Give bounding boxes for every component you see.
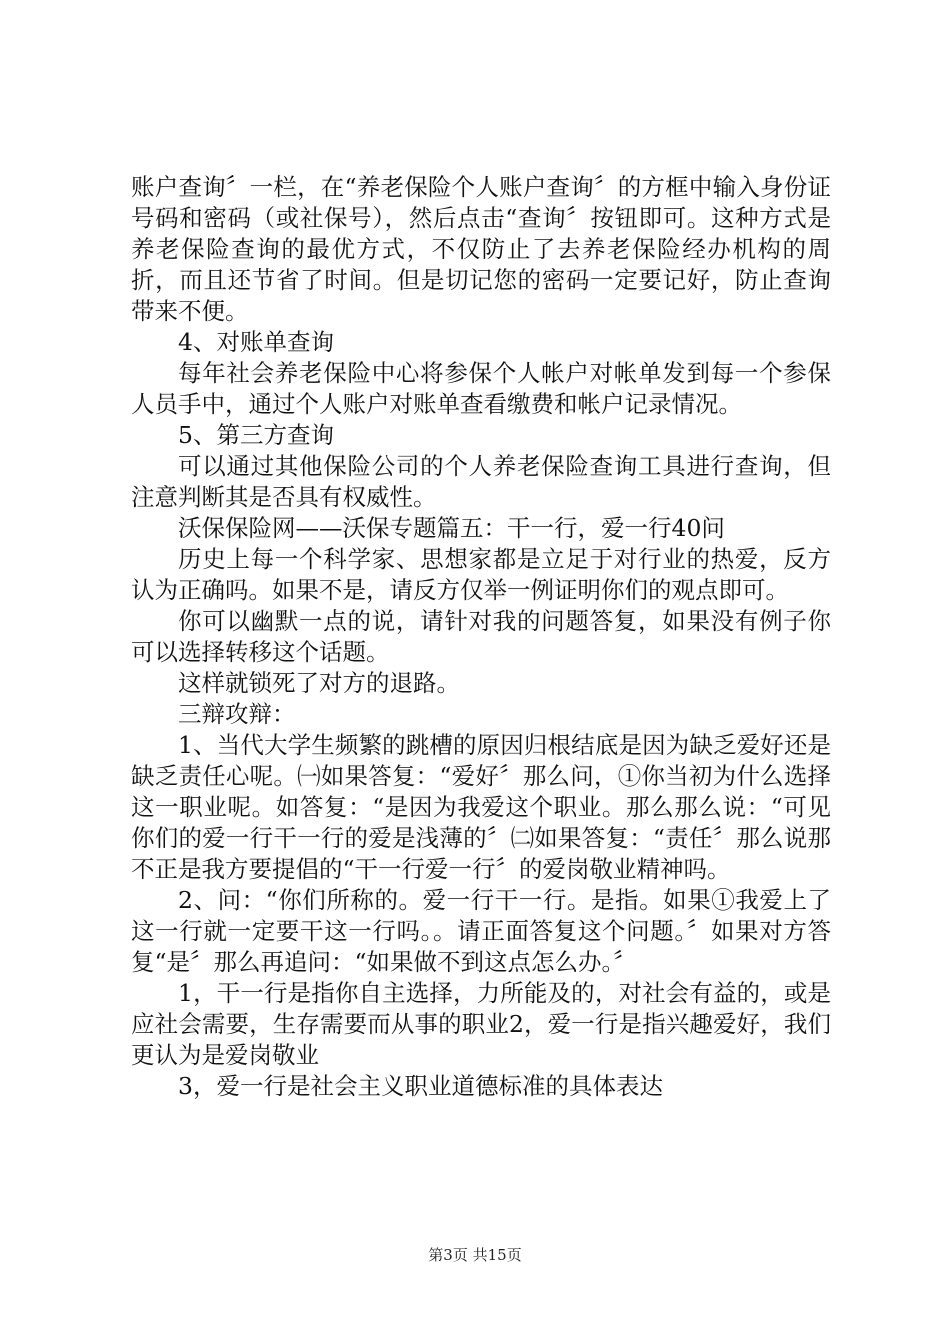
- paragraph-4-heading: 5、第三方查询: [178, 421, 334, 449]
- paragraph-11: 1、当代大学生频繁的跳槽的原因归根结底是因为缺乏爱好还是缺乏责任心呢。㈠如果答复：“爱好〞那么问，①你当初为什么选择这一职业呢。如答复：“是因为我爱这个职业。那么那么说：“可见你们的爱一行干一行的爱是浅薄的〞㈡如果答复：“责任〞那么说那不正是我方要提倡的“干一行爱一行〞的爱岗敬业精神吗。: [131, 731, 831, 883]
- document-body: [131, 172, 831, 1102]
- paragraph-1: 账户查询〞一栏，在“养老保险个人账户查询〞的方框中输入身份证号码和密码（或社保号），然后点击“查询〞按钮即可。这种方式是养老保险查询的最优方式，不仅防止了去养老保险经办机构的周折，而且还节省了时间。但是切记您的密码一定要记好，防止查询带来不便。: [131, 173, 831, 325]
- paragraph-12: 2、问：“你们所称的。爱一行干一行。是指。如果①我爱上了这一行就一定要干这一行吗。。请正面答复这个问题。〞如果对方答复“是〞那么再追问：“如果做不到这点怎么办。〞: [131, 886, 831, 976]
- page-number-footer: 第3页 共15页: [428, 1246, 522, 1264]
- paragraph-5: 可以通过其他保险公司的个人养老保险查询工具进行查询，但注意判断其是否具有权威性。: [131, 452, 831, 511]
- paragraph-7: 历史上每一个科学家、思想家都是立足于对行业的热爱，反方认为正确吗。如果不是，请反方仅举一例证明你们的观点即可。: [131, 545, 831, 604]
- paragraph-9: 这样就锁死了对方的退路。: [178, 669, 460, 697]
- paragraph-2-heading: 4、对账单查询: [178, 328, 334, 356]
- paragraph-8: 你可以幽默一点的说，请针对我的问题答复，如果没有例子你可以选择转移这个话题。: [131, 607, 831, 666]
- paragraph-14: 3，爱一行是社会主义职业道德标准的具体表达: [178, 1072, 663, 1100]
- paragraph-13: 1，干一行是指你自主选择，力所能及的，对社会有益的，或是应社会需要，生存需要而从事的职业2，爱一行是指兴趣爱好，我们更认为是爱岗敬业: [131, 979, 831, 1069]
- paragraph-10-heading: 三辩攻辩：: [178, 700, 296, 728]
- paragraph-3: 每年社会养老保险中心将参保个人帐户对帐单发到每一个参保人员手中，通过个人账户对账单查看缴费和帐户记录情况。: [131, 359, 831, 418]
- paragraph-6-title: 沃保保险网——沃保专题篇五：干一行，爱一行40问: [178, 514, 725, 542]
